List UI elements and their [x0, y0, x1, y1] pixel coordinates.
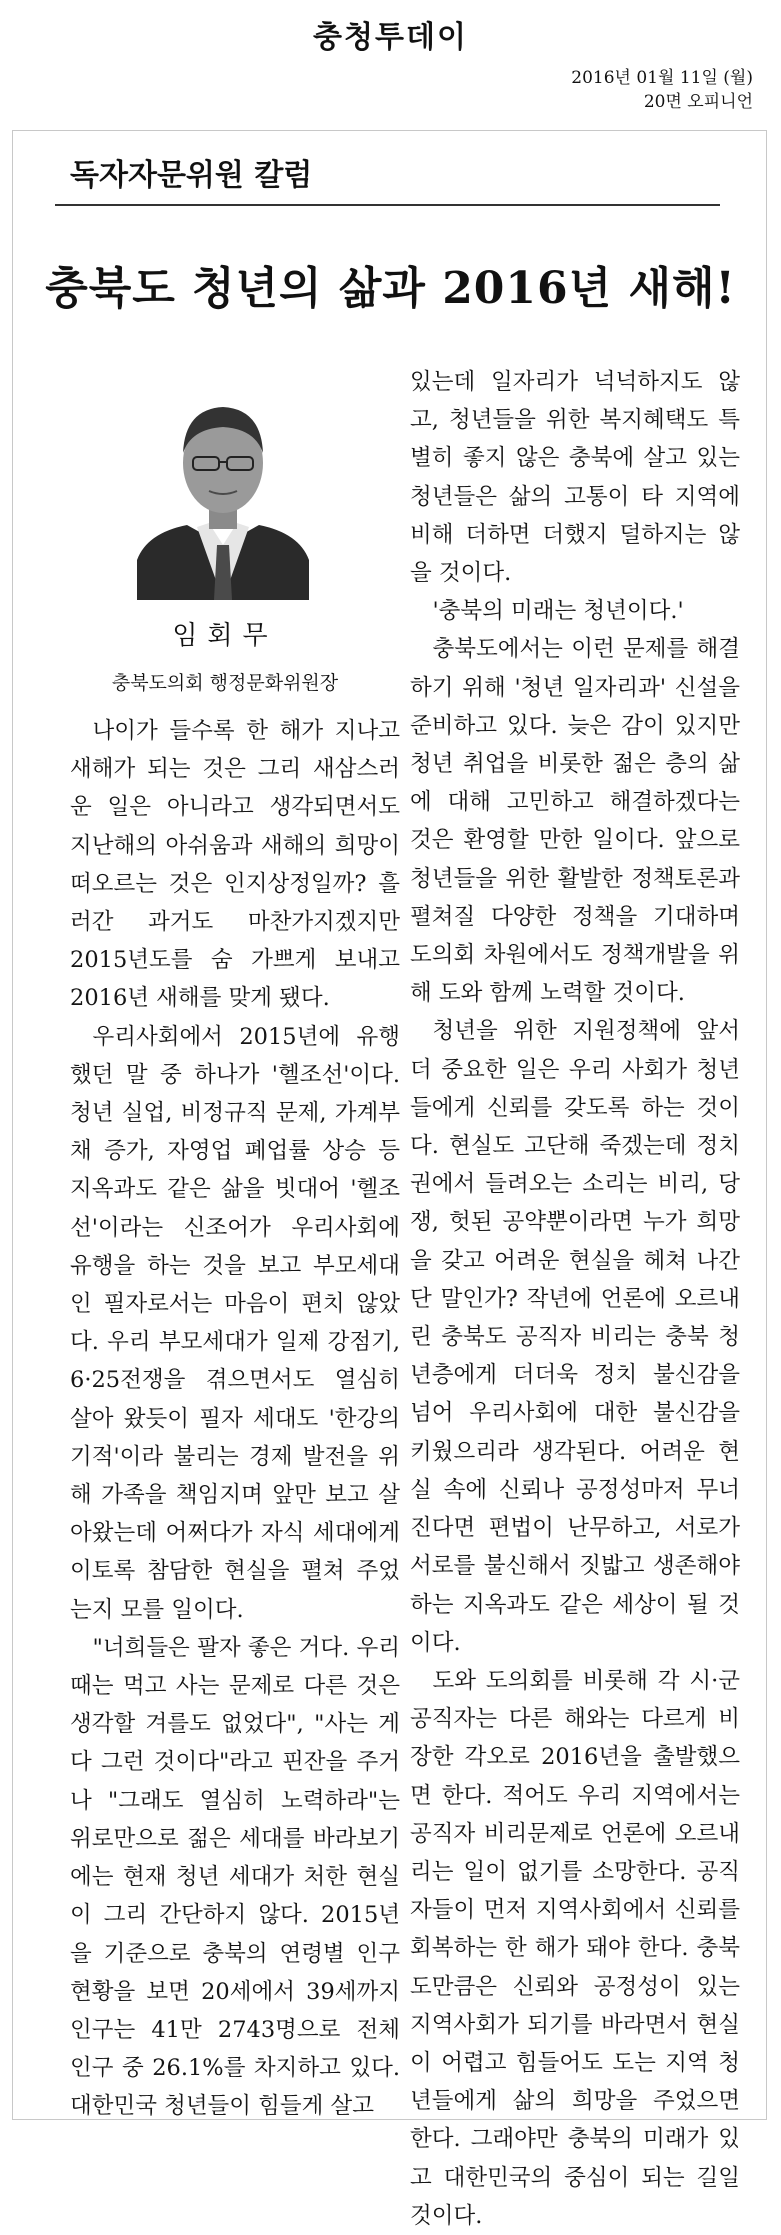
- author-position: 충북도의회 행정문화위원장: [111, 672, 339, 694]
- newspaper-masthead: 충청투데이: [313, 20, 468, 55]
- paragraph: 나이가 들수록 한 해가 지나고 새해가 되는 것은 그리 새삼스러운 일은 아니라고 생각되면서도 지난해의 아쉬움과 새해의 희망이 떠오르는 것은 인지상정일까? 흘러간 과거도 마찬가지겠지만 2015년도를 숨 가쁘게 보내고 2016년 새해를 맞게 됐다.: [70, 718, 400, 1012]
- paragraph: 있는데 일자리가 넉넉하지도 않고, 청년들을 위한 복지혜택도 특별히 좋지 않은 충북에 살고 있는 청년들은 삶의 고통이 타 지역에 비해 더하면 더했지 덜하지는 않을 것이다.: [410, 369, 740, 587]
- article-headline: 충북도 청년의 삶과 2016년 새해!: [45, 263, 736, 314]
- article-column-right: [410, 363, 740, 2235]
- page-section: 20면 오피니언: [643, 92, 753, 112]
- paragraph: 도와 도의회를 비롯해 각 시·군 공직자는 다른 해와는 다르게 비장한 각오로 2016년을 출발했으면 한다. 적어도 우리 지역에서는 공직자 비리문제로 언론에 오르내리는 일이 없기를 소망한다. 공직자들이 먼저 지역사회에서 신뢰를 회복하는 한 해가 돼야 한다. 충북도만큼은 신뢰와 공정성이 있는 지역사회가 되기를 바라면서 현실이 어렵고 힘들어도 도는 지역 청년들에게 삶의 희망을 주었으면 한다. 그래야만 충북의 미래가 있고 대한민국의 중심이 되는 길일 것이다.: [410, 1667, 740, 2229]
- author-name: 임회무: [172, 621, 278, 651]
- section-label: 독자자문위원 칼럼: [70, 158, 313, 193]
- dateline: [353, 66, 753, 114]
- author-photo: [137, 385, 309, 600]
- paragraph: '충북의 미래는 청년이다.': [432, 598, 684, 625]
- paragraph: 충북도에서는 이런 문제를 해결하기 위해 '청년 일자리과' 신설을 준비하고 있다. 늦은 감이 있지만 청년 취업을 비롯한 젊은 층의 삶에 대해 고민하고 해결하겠다는 것은 환영할 만한 일이다. 앞으로 청년들을 위한 활발한 정책토론과 펼쳐질 다양한 정책을 기대하며 도의회 차원에서도 정책개발을 위해 도와 함께 노력할 것이다.: [410, 636, 740, 1007]
- paragraph: 청년을 위한 지원정책에 앞서 더 중요한 일은 우리 사회가 청년들에게 신뢰를 갖도록 하는 것이다. 현실도 고단해 죽겠는데 정치권에서 들려오는 소리는 비리, 당쟁, 헛된 공약뿐이라면 누가 희망을 갖고 어려운 현실을 헤쳐 나간단 말인가? 작년에 언론에 오르내린 충북도 공직자 비리는 충북 청년층에게 더더욱 정치 불신감을 넘어 우리사회에 대한 불신감을 키웠으리라 생각된다. 어려운 현실 속에 신뢰나 공정성마저 무너진다면 편법이 난무하고, 서로가 서로를 불신해서 짓밟고 생존해야 하는 지옥과도 같은 세상이 될 것이다.: [410, 1018, 740, 1656]
- paragraph: "너희들은 팔자 좋은 거다. 우리 때는 먹고 사는 문제로 다른 것은 생각할 겨를도 없었다", "사는 게 다 그런 것이다"라고 핀잔을 주거나 "그래도 열심히 노력하라"는 위로만으로 젊은 세대를 바라보기에는 현재 청년 세대가 처한 현실이 그리 간단하지 않다. 2015년을 기준으로 충북의 연령별 인구현황을 보면 20세에서 39세까지 인구는 41만 2743명으로 전체 인구 중 26.1%를 차지하고 있다. 대한민국 청년들이 힘들게 살고: [70, 1634, 400, 2120]
- article-column-left: [70, 712, 400, 2126]
- paragraph: 우리사회에서 2015년에 유행했던 말 중 하나가 '헬조선'이다. 청년 실업, 비정규직 문제, 가계부채 증가, 자영업 폐업률 상승 등 지옥과도 같은 삶을 빗대어 '헬조선'이라는 신조어가 우리사회에 유행을 하는 것을 보고 부모세대인 필자로서는 마음이 편치 않았다. 우리 부모세대가 일제 강점기, 6·25전쟁을 겪으면서도 열심히 살아 왔듯이 필자 세대도 '한강의 기적'이라 불리는 경제 발전을 위해 가족을 책임지며 앞만 보고 살아왔는데 어쩌다가 자식 세대에게 이토록 참담한 현실을 펼쳐 주었는지 모를 일이다.: [70, 1023, 400, 1623]
- publication-date: 2016년 01월 11일 (월): [571, 68, 753, 88]
